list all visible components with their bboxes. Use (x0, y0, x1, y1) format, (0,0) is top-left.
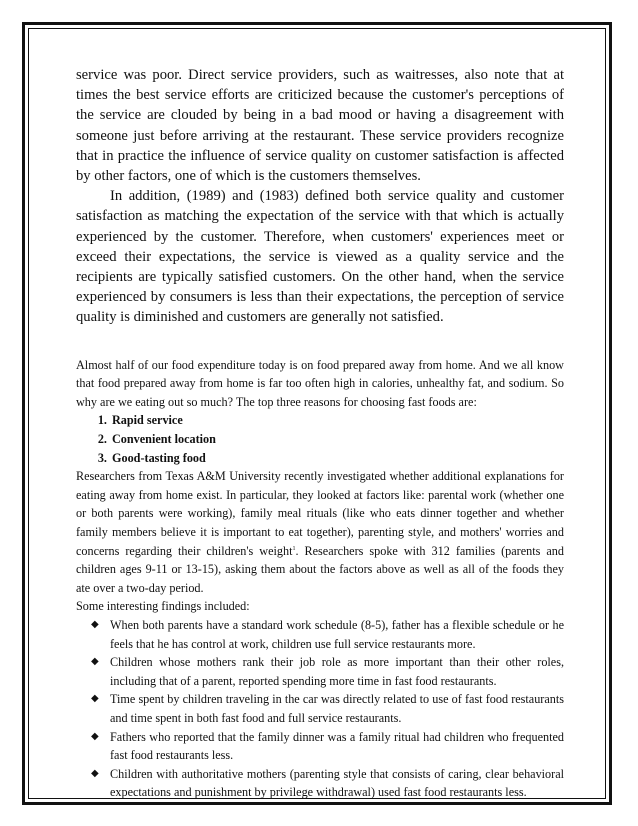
finding-text: Time spent by children traveling in the car was directly related to use of fast food restaurants and time spent in both fast food and full service restaurants. (110, 692, 564, 725)
reason-item: 1. Rapid service (110, 411, 564, 430)
diamond-bullet-icon: ◆ (91, 618, 99, 630)
research-text-after: . Researchers spoke with 312 families (parents and children ages 9-11 or 13-15), asking them about the factors above as well as all of the foods they ate over a two-day period. (76, 543, 564, 595)
research-text-before: Researchers from Texas A&M University recently investigated whether additional explanations for eating away from home exist. In particular, they looked at factors like: parental work (whether one or both parents were working), family meal rituals (like who eats dinner together and whether family members believe it is important to eat together), parenting style, and mothers' worries and concerns regarding their children's weight (76, 469, 564, 558)
diamond-bullet-icon: ◆ (91, 693, 99, 705)
fast-food-section (76, 356, 564, 802)
reasons-list (76, 411, 564, 467)
finding-item (76, 653, 564, 690)
finding-text: Fathers who reported that the family dinner was a family ritual had children who frequented fast food restaurants less. (110, 729, 564, 763)
diamond-bullet-icon: ◆ (91, 767, 99, 779)
reason-item: 2. Convenient location (110, 430, 564, 449)
finding-item (76, 616, 564, 653)
findings-intro: Some interesting findings included: (76, 599, 250, 614)
finding-item (76, 728, 564, 765)
reason-item: 3. Good-tasting food (110, 449, 564, 468)
finding-item (76, 765, 564, 802)
footnote-ref[interactable]: 1 (292, 545, 296, 552)
findings-list (76, 616, 564, 802)
paragraph-in-addition: In addition, (1989) and (1983) defined both service quality and customer satisfaction as matching the expectation of the service with that which is actually experienced by the customer. Therefore, when customers' experiences meet or exceed their expectations, the service is viewed as a quality service and the recipients are typically satisfied customers. On the other hand, when the service experienced by consumers is less than their expectations, the perception of service quality is diminished and customers are generally not satisfied. (76, 188, 564, 326)
diamond-bullet-icon: ◆ (91, 656, 99, 668)
finding-text: Children whose mothers rank their job role as more important than their other roles, including that of a parent, reported spending more time in fast food restaurants. (110, 655, 564, 688)
research-paragraph (76, 467, 564, 597)
document-body (76, 65, 564, 802)
finding-item (76, 690, 564, 727)
diamond-bullet-icon: ◆ (91, 730, 99, 742)
finding-text: When both parents have a standard work schedule (8-5), father has a flexible schedule or he feels that he has control at work, children use full service restaurants more. (110, 617, 564, 651)
intro-paragraph: Almost half of our food expenditure today is on food prepared away from home. And we all know that food prepared away from home is far too often high in calories, unhealthy fat, and sodium. So why are we eating out so much? The top three reasons for choosing fast foods are: (76, 357, 564, 409)
finding-text: Children with authoritative mothers (parenting style that consists of caring, clear behavioral expectations and punishment by privilege withdrawal) used fast food restaurants less. (110, 766, 564, 800)
paragraph-service-poor: service was poor. Direct service providers, such as waitresses, also note that at times the best service efforts are criticized because the customer's perceptions of the service are clouded by being in a bad mood or having a disagreement with someone just before arriving at the restaurant. These service providers recognize that in practice the influence of service quality on customer satisfaction is affected by other factors, one of which is the customers themselves. (76, 67, 564, 185)
